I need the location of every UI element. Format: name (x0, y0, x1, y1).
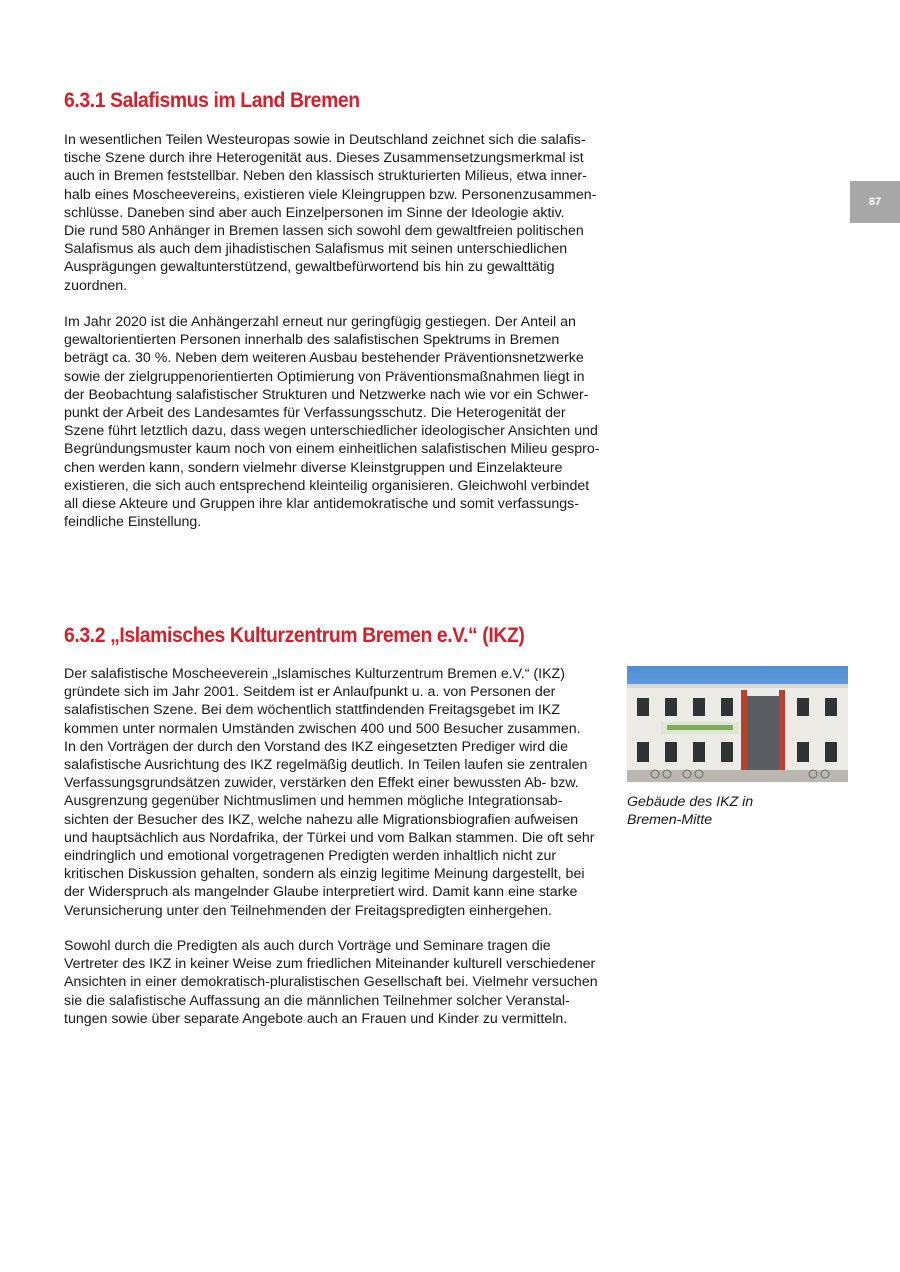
section-heading-salafismus: 6.3.1 Salafismus im Land Bremen (64, 89, 360, 112)
page-number: 87 (868, 196, 882, 208)
photo-caption: Gebäude des IKZ in Bremen-Mitte (627, 794, 754, 829)
paragraph: Sowohl durch die Predigten als auch durch Vorträge und Seminare tragen die Vertreter des IKZ in keiner Weise zum friedlichen Miteinander kulturell verschiedener Ansichten in einer demokratisch-pluralistischen Gesellschaft bei. Vielmehr versuchen sie die salafistische Auffassung an die männlichen Teilnehmer solcher Veranstal- tungen sowie über separate Angebote auch an Frauen und Kinder zu vermitteln. (64, 938, 598, 1027)
ikz-building-photo (627, 666, 848, 782)
section-heading-ikz: 6.3.2 „Islamisches Kulturzentrum Bremen e.V.“ (IKZ) (64, 624, 525, 647)
paragraph: In wesentlichen Teilen Westeuropas sowie in Deutschland zeichnet sich die salafis- tische Szene durch ihre Heterogenität aus. Dieses Zusammensetzungsmerkmal ist auch in Bremen feststellbar. Neben den klassisch strukturierten Milieus, etwa inner- halb eines Moscheevereins, existieren viele Kleingruppen bzw. Personenzusammen- schlüsse. Daneben sind aber auch Einzelpersonen im Sinne der Ideologie aktiv. Die rund 580 Anhänger in Bremen lassen sich sowohl dem gewaltfreien politischen Salafismus als auch dem jihadistischen Salafismus mit seinen unterschiedlichen Ausprägungen gewaltunterstützend, gewaltbefürwortend bis hin zu gewalttätig zuordnen. (64, 132, 597, 294)
paragraph: Im Jahr 2020 ist die Anhängerzahl erneut nur geringfügig gestiegen. Der Anteil an gewaltorientierten Personen innerhalb des salafistischen Spektrums in Bremen beträgt ca. 30 %. Neben dem weiteren Ausbau bestehender Präventionsnetzwerke sowie der zielgruppenorientierten Optimierung von Präventionsmaßnahmen liegt in der Beobachtung salafistischer Strukturen und Netzwerke nach wie vor ein Schwer- punkt der Arbeit des Landesamtes für Verfassungsschutz. Die Heterogenität der Szene führt letztlich dazu, dass wegen unterschiedlicher ideologischer Ansichten und Begründungsmuster kaum noch von einem einheitlichen salafistischen Milieu gespro- chen werden kann, sondern vielmehr diverse Kleinstgruppen und Einzelakteure existieren, die sich auch entsprechend kleinteilig organisieren. Gleichwohl verbindet all diese Akteure und Gruppen ihre klar antidemokratische und somit verfassungs- feindliche Einstellung. (64, 314, 600, 531)
page-number-tab (850, 181, 900, 223)
paragraph: Der salafistische Moscheeverein „Islamisches Kulturzentrum Bremen e.V.“ (IKZ) gründete sich im Jahr 2001. Seitdem ist er Anlaufpunkt u. a. von Personen der salafistischen Szene. Bei dem wöchentlich stattfindenden Freitagsgebet im IKZ kommen unter normalen Umständen zwischen 400 und 500 Besucher zusammen. In den Vorträgen der durch den Vorstand des IKZ eingesetzten Prediger wird die salafistische Ausrichtung des IKZ regelmäßig deutlich. In Teilen laufen sie zentralen Verfassungsgrundsätzen zuwider, verstärken den Effekt einer bewussten Ab- bzw. Ausgrenzung gegenüber Nichtmuslimen und hemmen mögliche Integrationsab- sichten der Besucher des IKZ, welche nahezu alle Migrationsbiografien aufweisen und hauptsächlich aus Nordafrika, der Türkei und vom Balkan stammen. Die oft sehr eindringlich und emotional vorgetragenen Predigten werden inhaltlich nicht zur kritischen Diskussion gehalten, sondern als einzig legitime Meinung dargestellt, bei der Widerspruch als mangelnder Glaube interpretiert wird. Damit kann eine starke Verunsicherung unter den Teilnehmenden der Freitagspredigten einhergehen. (64, 666, 595, 919)
